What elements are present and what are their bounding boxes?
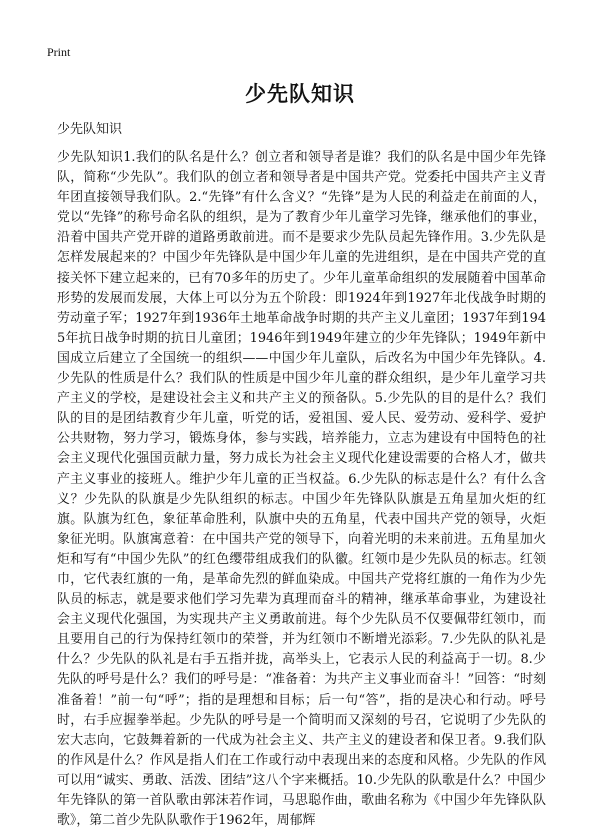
- section-subtitle: 少先队知识: [57, 122, 123, 137]
- print-link[interactable]: Print: [47, 45, 71, 59]
- body-paragraph: 少先队知识1.我们的队名是什么？创立者和领导者是谁？我们的队名是中国少年先锋队，简称“少先队”。我们队的创立者和领导者是中国共产党。党委托中国共产主义青年团直接领导我们队。2.“先锋”有什么含义？“先锋”是为人民的利益走在前面的人，党以“先锋”的称号命名队的组织，是为了教育少年儿童学习先锋，继承他们的事业，沿着中国共产党开辟的道路勇敢前进。而不是要求少先队员起先锋作用。3.少先队是怎样发展起来的？中国少年先锋队是中国少年儿童的先进组织，是在中国共产党的直接关怀下建立起来的，已有70多年的历史了。少年儿童革命组织的发展随着中国革命形势的发展而发展，大体上可以分为五个阶段：即1924年到1927年北伐战争时期的劳动童子军；1927年到1936年土地革命战争时期的共产主义儿童团；1937年到1945年抗日战争时期的抗日儿童团；1946年到1949年建立的少年先锋队；1949年新中国成立后建立了全国统一的组织——中国少年儿童队，后改名为中国少年先锋队。4.少先队的性质是什么？我们队的性质是中国少年儿童的群众组织，是少年儿童学习共产主义的学校，是建设社会主义和共产主义的预备队。5.少先队的目的是什么？我们队的目的是团结教育少年儿童，听党的话，爱祖国、爱人民、爱劳动、爱科学、爱护公共财物，努力学习，锻炼身体，参与实践，培养能力，立志为建设有中国特色的社会主义现代化强国贡献力量，努力成长为社会主义现代化建设需要的合格人才，做共产主义事业的接班人。维护少年儿童的正当权益。6.少先队的标志是什么？有什么含义？少先队的队旗是少先队组织的标志。中国少年先锋队队旗是五角星加火炬的红旗。队旗为红色，象征革命胜利，队旗中央的五角星，代表中国共产党的领导，火炬象征光明。队旗寓意着：在中国共产党的领导下，向着光明的未来前进。五角星加火炬和写有“中国少先队”的红色缨带组成我们的队徽。红领巾是少先队员的标志。红领巾，它代表红旗的一角，是革命先烈的鲜血染成。中国共产党将红旗的一角作为少先队员的标志，就是要求他们学习先辈为真理而奋斗的精神，继承革命事业，为建设社会主义现代化强国，为实现共产主义勇敢前进。每个少先队员不仅要佩带红领巾，而且要用自己的行为保持红领巾的荣誉，并为红领巾不断增光添彩。7.少先队的队礼是什么？少先队的队礼是右手五指并拢，高举头上，它表示人民的利益高于一切。8.少先队的呼号是什么？我们的呼号是：“准备着：为共产主义事业而奋斗！”回答：“时刻准备着！”前一句“呼”；指的是理想和目标；后一句“答”，指的是决心和行动。呼号时，右手应握拳举起。少先队的呼号是一个简明而又深刻的号召，它说明了少先队的宏大志向，它鼓舞着新的一代成为社会主义、共产主义的建设者和保卫者。9.我们队的作风是什么？作风是指人们在工作或行动中表现出来的态度和风格。少先队的作风可以用“诚实、勇敢、活泼、团结”这八个字来概括。10.少先队的队歌是什么？中国少年先锋队的第一首队歌由郭沫若作词，马思聪作曲，歌曲名称为《中国少年先锋队队歌》，第二首少先队队歌作于1962年，周郁辉: [57, 150, 546, 829]
- page-title: 少先队知识: [245, 81, 355, 106]
